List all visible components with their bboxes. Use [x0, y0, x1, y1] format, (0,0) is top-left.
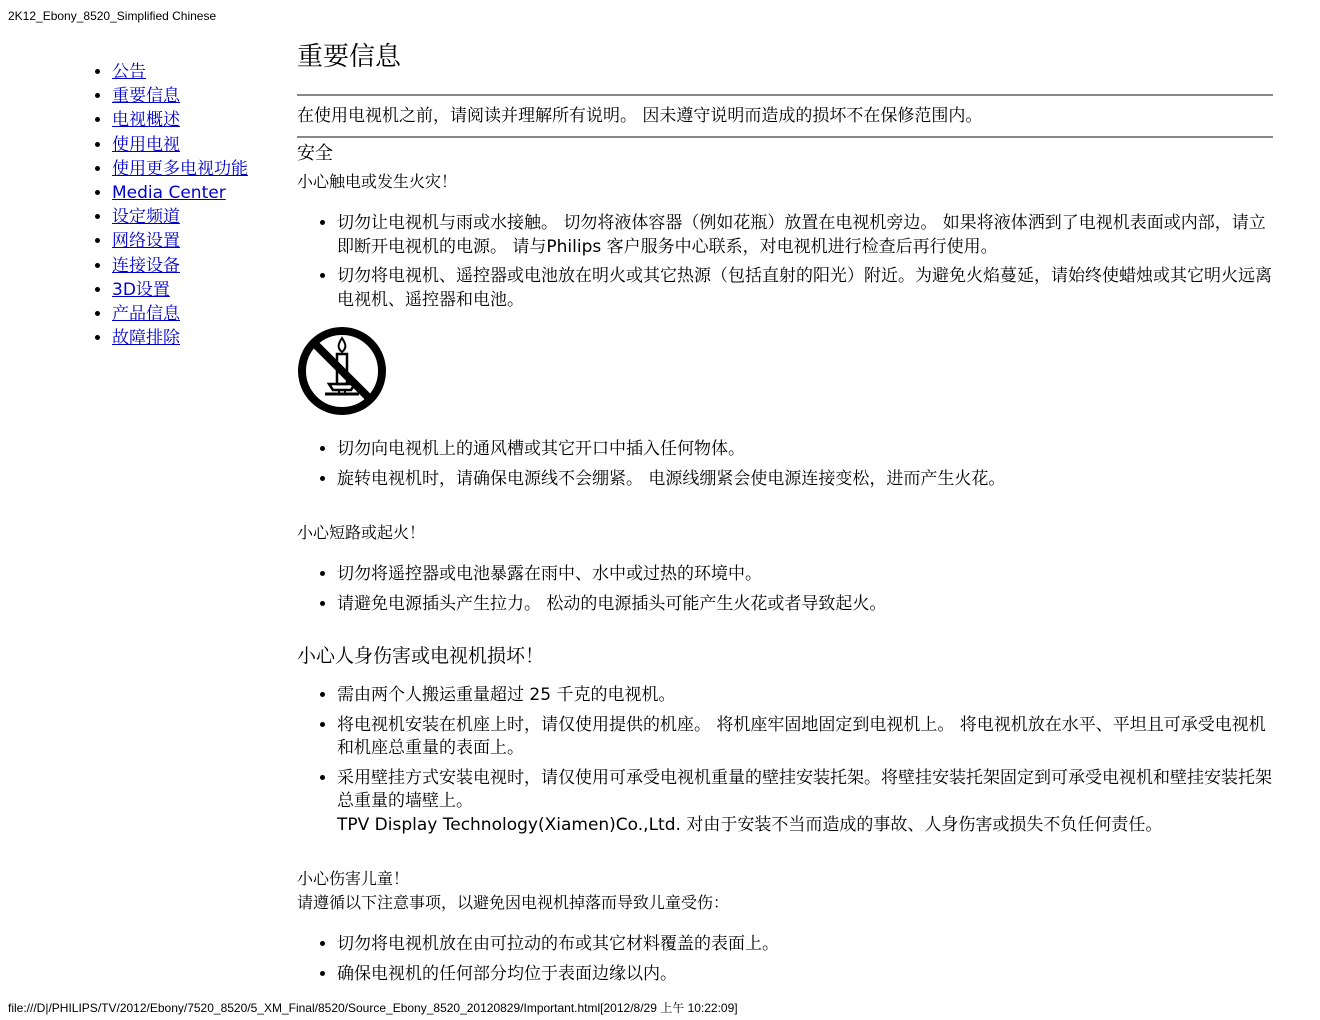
list-fire — [297, 212, 1273, 312]
nav-link-more-features[interactable]: 使用更多电视功能 — [112, 158, 248, 179]
list-item-text: 采用壁挂方式安装电视时，请仅使用可承受电视机重量的壁挂安装托架。将壁挂安装托架固定到可承受电视机和壁挂安装托架总重量的墙壁上。 — [337, 767, 1272, 811]
nav-item-more-features — [112, 157, 282, 181]
list-item: • 将电视机安装在机座上时，请仅使用提供的机座。 将机座牢固地固定到电视机上。 将电视机放在水平、平坦且可承受电视机和机座总重量的表面上。 — [337, 714, 1273, 761]
nav-link-use-tv[interactable]: 使用电视 — [112, 134, 180, 155]
nav-link-announcement[interactable]: 公告 — [112, 62, 146, 82]
nav-link-important[interactable]: 重要信息 — [112, 86, 180, 107]
warning-heading-short-circuit: 小心短路或起火！ — [297, 523, 426, 542]
nav-link-devices[interactable]: 连接设备 — [112, 255, 180, 276]
list-injury — [297, 684, 1273, 837]
list-item: • 切勿向电视机上的通风槽或其它开口中插入任何物体。 — [337, 438, 1273, 462]
nav-link-troubleshooting[interactable]: 故障排除 — [112, 328, 180, 349]
warning-heading-fire: 小心触电或发生火灾！ — [297, 172, 458, 191]
nav-item-3d — [112, 278, 282, 302]
nav-link-overview[interactable]: 电视概述 — [112, 110, 180, 131]
document-footer: file:///D|/PHILIPS/TV/2012/Ebony/7520_8520/5_XM_Final/8520/Source_Ebony_8520_20120829/Important.html[2012/8/29 上午 10:22:09] — [8, 1001, 738, 1015]
nav-item-overview — [112, 108, 282, 132]
list-item: • 旋转电视机时，请确保电源线不会绷紧。 电源线绷紧会使电源连接变松，进而产生火花。 — [337, 468, 1273, 492]
nav-item-product-info — [112, 302, 282, 326]
warning-heading-children: 小心伤害儿童！ — [297, 869, 410, 888]
nav-item-announcement — [112, 60, 282, 84]
list-item: • 切勿将遥控器或电池暴露在雨中、水中或过热的环境中。 — [337, 563, 1273, 587]
main-content — [297, 38, 1273, 992]
list-item — [337, 767, 1273, 838]
nav-item-troubleshooting — [112, 326, 282, 350]
nav-item-media-center — [112, 181, 282, 205]
children-intro: 请遵循以下注意事项，以避免因电视机掉落而导致儿童受伤： — [297, 893, 730, 912]
nav-link-media-center[interactable]: Media Center — [112, 183, 226, 204]
nav-link-channels[interactable]: 设定频道 — [112, 207, 180, 228]
disclaimer-text: TPV Display Technology(Xiamen)Co.,Ltd. 对由于安装不当而造成的事故、人身伤害或损失不负任何责任。 — [337, 814, 1163, 835]
nav-link-product-info[interactable]: 产品信息 — [112, 304, 180, 325]
page-title: 重要信息 — [297, 42, 402, 72]
nav-link-network[interactable]: 网络设置 — [112, 231, 180, 252]
list-item: • 切勿将电视机、遥控器或电池放在明火或其它热源（包括直射的阳光）附近。为避免火焰蔓延，请始终使蜡烛或其它明火远离电视机、遥控器和电池。 — [337, 265, 1273, 312]
list-item: • 确保电视机的任何部分均位于表面边缘以内。 — [337, 963, 1273, 987]
no-candle-icon — [297, 326, 387, 416]
list-item: • 请避免电源插头产生拉力。 松动的电源插头可能产生火花或者导致起火。 — [337, 593, 1273, 617]
nav-list — [92, 60, 282, 350]
nav-item-network — [112, 229, 282, 253]
list-item: • 需由两个人搬运重量超过 25 千克的电视机。 — [337, 684, 1273, 708]
list-item: • 切勿让电视机与雨或水接触。 切勿将液体容器（例如花瓶）放置在电视机旁边。 如果将液体洒到了电视机表面或内部，请立即断开电视机的电源。 请与Philips 客户服务中心联系，对电视机进行检查后再行使用。 — [337, 212, 1273, 259]
list-fire-2 — [297, 438, 1273, 491]
nav-item-important — [112, 84, 282, 108]
nav-item-devices — [112, 254, 282, 278]
section-title-safety: 安全 — [297, 143, 333, 164]
intro-text: 在使用电视机之前，请阅读并理解所有说明。 因未遵守说明而造成的损坏不在保修范围内。 — [297, 106, 983, 126]
list-item: • 切勿将电视机放在由可拉动的布或其它材料覆盖的表面上。 — [337, 933, 1273, 957]
list-children — [297, 933, 1273, 986]
nav-item-channels — [112, 205, 282, 229]
icon-container — [297, 326, 1273, 416]
nav-link-3d[interactable]: 3D设置 — [112, 279, 170, 300]
warning-heading-injury: 小心人身伤害或电视机损坏！ — [297, 645, 545, 667]
nav-item-use-tv — [112, 133, 282, 157]
document-header: 2K12_Ebony_8520_Simplified Chinese — [8, 9, 217, 23]
sidebar-nav — [92, 60, 282, 350]
list-short-circuit — [297, 563, 1273, 616]
